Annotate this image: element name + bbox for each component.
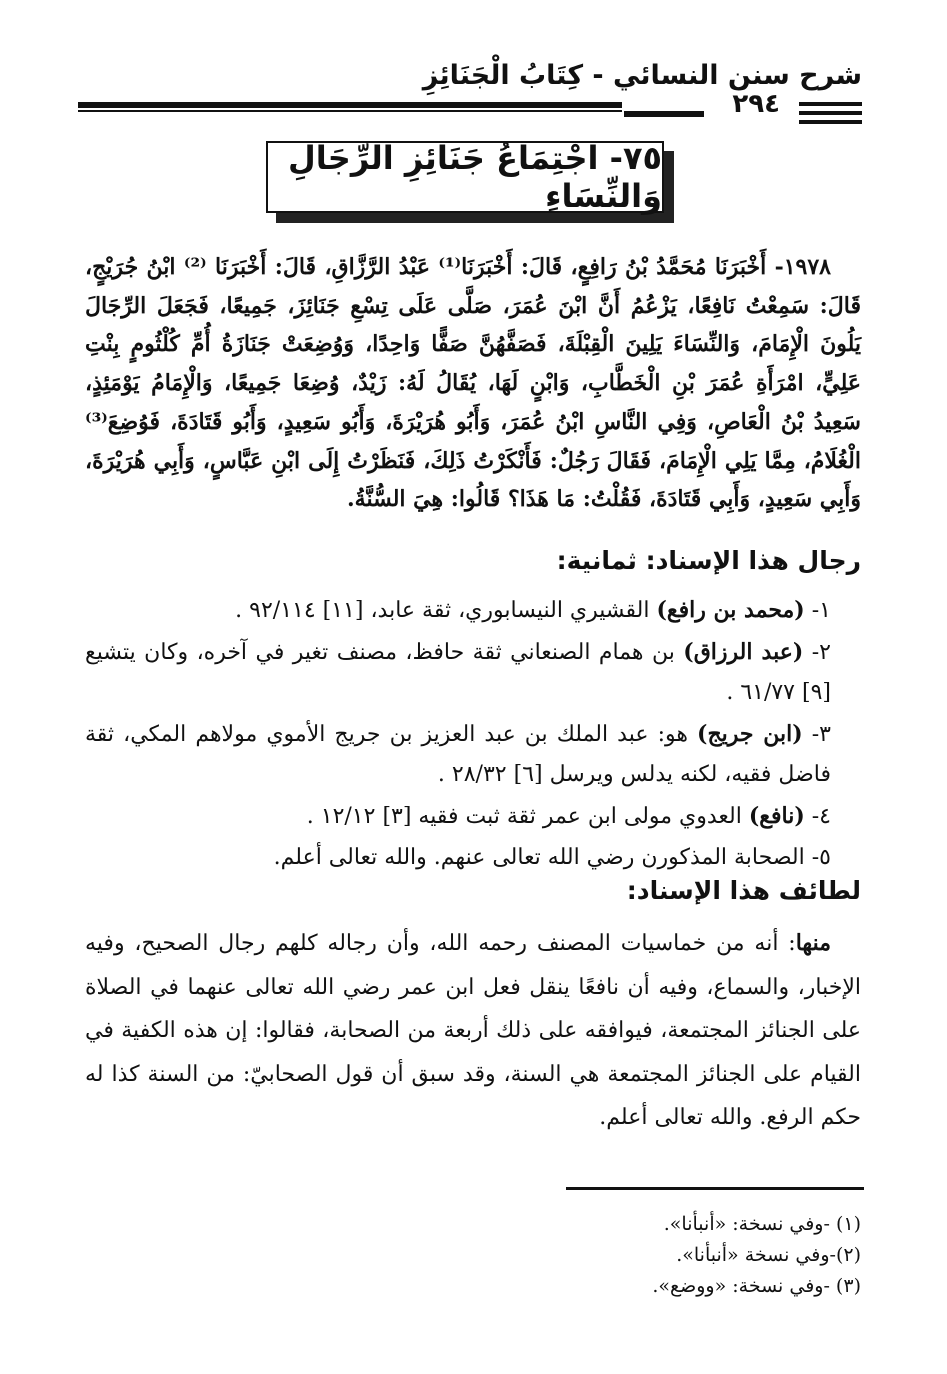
footnote: (١) -وفي نسخة: «أنبأنا». — [663, 1213, 861, 1235]
narrator-name: (عبد الرزاق) — [683, 638, 804, 665]
page-number-trail-rule — [624, 111, 704, 117]
page-number: ٢٩٤ — [732, 89, 780, 119]
running-title: شرح سنن النسائي - كِتَابُ الْجَنَائِزِ — [422, 60, 862, 91]
narrator-item — [85, 837, 861, 879]
narrator-desc: هو: عبد الملك بن عبد العزيز بن جريج الأموي مولاهم المكي، ثقة فاضل فقيه، لكنه يدلس ويرسل [٦] ٢٨/٣٢ . — [85, 721, 831, 787]
lataif-lead: منها — [795, 930, 831, 956]
footnotes — [652, 1209, 861, 1302]
lataif-section-title: لطائف هذا الإسناد: — [626, 876, 861, 905]
lataif-paragraph — [85, 922, 861, 1140]
narrator-item — [85, 590, 861, 632]
footnote: (٢)-وفي نسخة «أنبأنا». — [676, 1244, 861, 1266]
footnote: (٣) -وفي نسخة: «ووضع». — [652, 1275, 861, 1297]
page-number-block — [622, 89, 862, 133]
narrator-desc: العدوي مولى ابن عمر ثقة ثبت فقيه [٣] ١٢/١٢ . — [306, 803, 749, 829]
narrator-item — [85, 714, 861, 796]
narrator-desc: بن همام الصنعاني ثقة حافظ، مصنف تغير في آخره، وكان يتشيع [٩] ٦١/٧٧ . — [85, 639, 831, 705]
hadith-text — [85, 248, 861, 519]
narrator-num: ٤- — [804, 803, 831, 829]
narrators-list — [85, 590, 861, 879]
narrator-num: ٢- — [803, 639, 831, 665]
narrator-item — [85, 632, 861, 714]
page-number-ornament — [799, 102, 862, 129]
narrator-desc: القشيري النيسابوري، ثقة عابد، [١١] ٩٢/١١٤ . — [235, 598, 657, 623]
narrator-num: ١- — [804, 598, 831, 623]
footnote-rule — [566, 1187, 864, 1190]
narrator-name: (محمد بن رافع) — [656, 597, 805, 623]
chapter-heading: ٧٥- اجْتِمَاعُ جَنَائِزِ الرِّجَالِ وَالنِّسَاءِ — [288, 139, 662, 215]
narrator-item — [85, 796, 861, 838]
narrators-section-title: رجال هذا الإسناد: ثمانية: — [556, 546, 861, 575]
narrator-num: ٣- — [802, 721, 831, 747]
narrator-name: (ابن جريج) — [697, 720, 803, 747]
lataif-body: : أنه من خماسيات المصنف رحمه الله، وأن رجاله كلهم رجال الصحيح، وفيه الإخبار، والسماع، وفيه أن نافعًا ينقل فعل ابن عمر رضي الله تعالى عنهما في الصلاة على الجنائز المجتمعة، فيوافقه على ذلك أربعة من الصحابة، فقالوا: إن هذه الكفية في القيام على الجنائز المجتمعة هي السنة، وقد سبق أن قول الصحابيّ: من السنة كذا له حكم الرفع. والله تعالى أعلم. — [85, 931, 861, 1130]
narrator-desc: الصحابة المذكورن رضي الله تعالى عنهم. والله تعالى أعلم. — [273, 845, 805, 870]
chapter-heading-box — [266, 141, 664, 213]
narrator-num: ٥- — [804, 845, 831, 870]
narrator-name: (نافع) — [748, 802, 805, 829]
hadith-body: ١٩٧٨- أَخْبَرَنَا مُحَمَّدُ بْنُ رَافِعٍ، قَالَ: أَخْبَرَنَا⁽¹⁾ عَبْدُ الرَّزَّاقِ، قَالَ: أَخْبَرَنَا ⁽²⁾ ابْنُ جُرَيْجٍ، قَالَ: سَمِعْتُ نَافِعًا، يَزْعُمُ أَنَّ ابْنَ عُمَرَ، صَلَّى عَلَى تِسْعِ جَنَائِزَ، جَمِيعًا، فَجَعَلَ الرِّجَالَ يَلُونَ الْإِمَامَ، وَالنِّسَاءَ يَلِينَ الْقِبْلَةَ، فَصَفَّهُنَّ صَفًّا وَاحِدًا، وَوُضِعَتْ جَنَازَةُ أُمِّ كُلْثُومٍ بِنْتِ عَلِيٍّ، امْرَأَةِ عُمَرَ بْنِ الْخَطَّابِ، وَابْنٍ لَهَا، يُقَالُ لَهُ: زَيْدٌ، وُضِعَا جَمِيعًا، وَالْإِمَامُ يَوْمَئِذٍ، سَعِيدُ بْنُ الْعَاصِ، وَفِي النَّاسِ ابْنُ عُمَرَ، وَأَبُو هُرَيْرَةَ، وَأَبُو سَعِيدٍ، وَأَبُو قَتَادَةَ، فَوُضِعَ⁽³⁾ الْغُلَامُ، مِمَّا يَلِي الْإِمَامَ، فَقَالَ رَجُلٌ: فَأَنْكَرْتُ ذَلِكَ، فَنَظَرْتُ إِلَى ابْنِ عَبَّاسٍ، وَأَبِي هُرَيْرَةَ، وَأَبِي سَعِيدٍ، وَأَبِي قَتَادَةَ، فَقُلْتُ: مَا هَذَا؟ قَالُوا: هِيَ السُّنَّةُ. — [85, 254, 861, 513]
